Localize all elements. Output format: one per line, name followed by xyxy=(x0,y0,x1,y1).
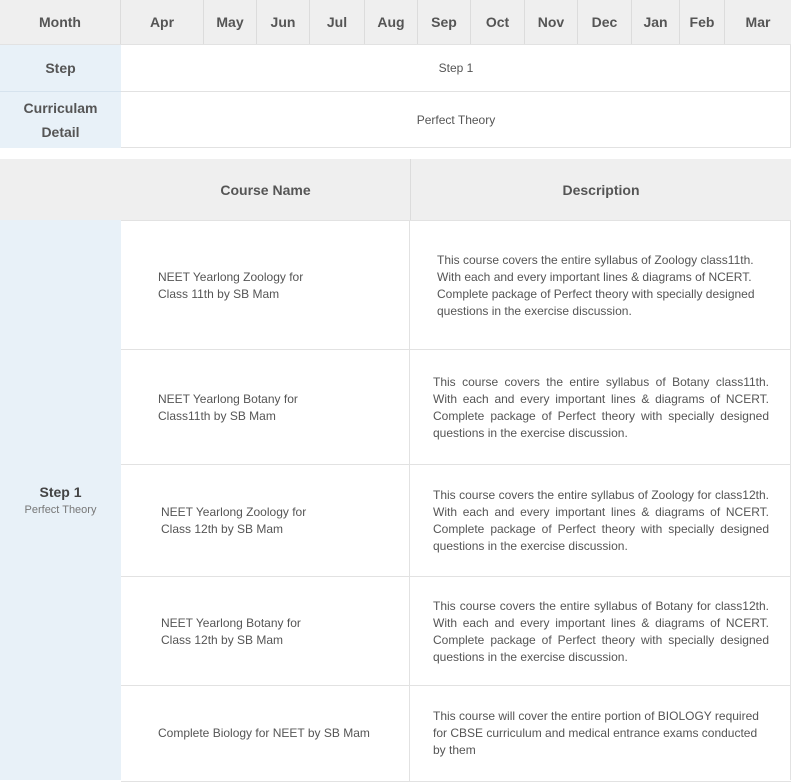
table-row xyxy=(121,220,791,350)
table-row xyxy=(121,349,791,465)
course-table-head-spacer xyxy=(0,159,121,220)
step-row-label: Step xyxy=(0,45,121,91)
table-row xyxy=(121,464,791,577)
month-jun: Jun xyxy=(257,0,310,44)
course-name: NEET Yearlong Botany for Class 12th by SB Mam xyxy=(121,577,410,686)
course-name: Complete Biology for NEET by SB Mam xyxy=(121,686,410,781)
course-name-header: Course Name xyxy=(121,159,411,220)
course-name: NEET Yearlong Zoology for Class 11th by SB Mam xyxy=(121,221,410,350)
month-mar: Mar xyxy=(725,0,791,44)
description-header: Description xyxy=(411,159,791,220)
curriculum-row-value: Perfect Theory xyxy=(416,113,496,127)
month-dec: Dec xyxy=(578,0,632,44)
course-description: This course will cover the entire portion of BIOLOGY required for CBSE curriculum and medical entrance exams conducted by them xyxy=(433,709,759,757)
grid-divider xyxy=(0,91,121,92)
month-apr: Apr xyxy=(121,0,204,44)
month-may: May xyxy=(204,0,257,44)
course-description: This course covers the entire syllabus of Botany for class12th. With each and every important lines & diagrams of NCERT. Complete package of Perfect theory with specially designed questions in the exercise discussion. xyxy=(433,598,769,664)
course-name: NEET Yearlong Zoology for Class 12th by SB Mam xyxy=(121,465,410,577)
month-sep: Sep xyxy=(418,0,471,44)
month-feb: Feb xyxy=(680,0,725,44)
month-header-label: Month xyxy=(0,0,121,44)
grid-divider xyxy=(121,147,791,148)
grid-divider xyxy=(0,44,791,45)
step-row-value: Step 1 xyxy=(438,61,474,75)
curriculum-row-label: Curriculam Detail xyxy=(0,92,121,148)
grid-divider xyxy=(121,91,791,92)
course-description: This course covers the entire syllabus of Botany class11th. With each and every important lines & diagrams of NCERT. Complete package of Perfect theory with specially designed questions in the exercise discussion. xyxy=(433,374,769,440)
month-schedule-table xyxy=(0,0,791,148)
table-row xyxy=(121,685,791,782)
month-nov: Nov xyxy=(525,0,578,44)
course-name: NEET Yearlong Botany for Class11th by SB Mam xyxy=(121,350,410,465)
month-jan: Jan xyxy=(632,0,680,44)
course-description: This course covers the entire syllabus of Zoology for class12th. With each and every important lines & diagrams of NCERT. Complete package of Perfect theory with specially designed questions in the exercise discussion. xyxy=(433,488,769,553)
step-title: Step 1 xyxy=(39,484,82,500)
course-table xyxy=(0,159,791,780)
month-jul: Jul xyxy=(310,0,365,44)
month-oct: Oct xyxy=(471,0,525,44)
course-description: This course covers the entire syllabus of Zoology class11th. With each and every important lines & diagrams of NCERT. Complete package of Perfect theory with specially designed questions in the exercise discussion. xyxy=(437,252,755,318)
table-row xyxy=(121,576,791,686)
step-subtitle: Perfect Theory xyxy=(24,504,97,516)
month-aug: Aug xyxy=(365,0,418,44)
step-column xyxy=(0,220,121,780)
